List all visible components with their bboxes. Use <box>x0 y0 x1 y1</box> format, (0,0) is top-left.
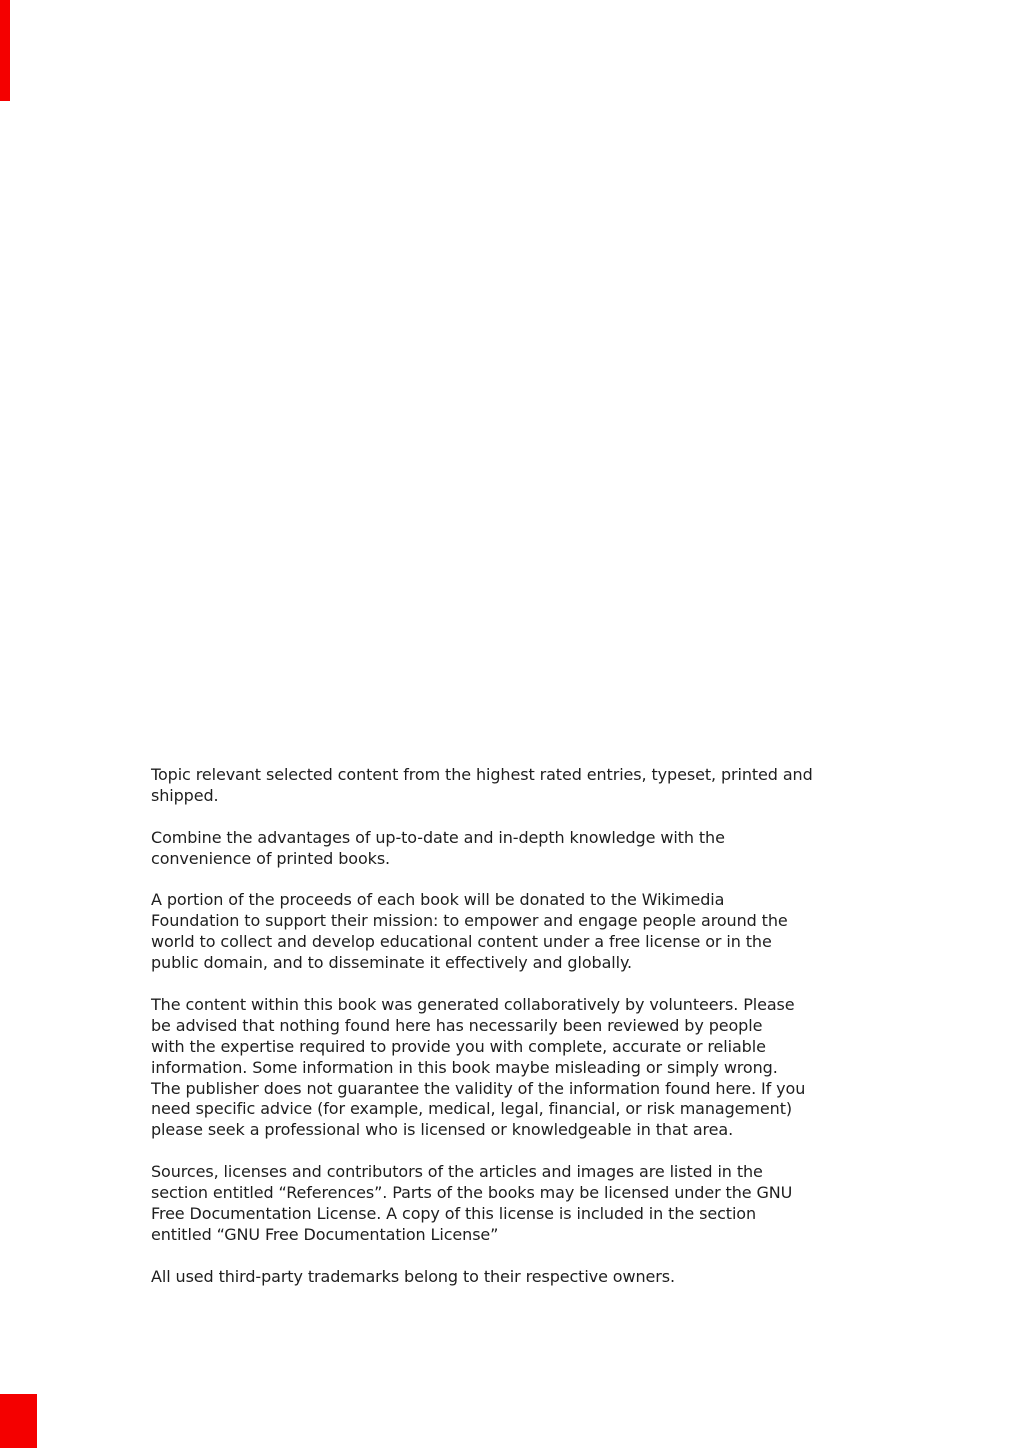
text-line: The content within this book was generated collaboratively by volunteers. Please <box>151 994 795 1014</box>
text-line: All used third-party trademarks belong to their respective owners. <box>151 1266 675 1286</box>
text-line: section entitled “References”. Parts of the books may be licensed under the GNU <box>151 1183 793 1203</box>
colophon-text-block <box>151 765 896 1288</box>
paragraph <box>151 995 896 1141</box>
text-line: entitled “GNU Free Documentation License” <box>151 1224 499 1244</box>
text-line: Topic relevant selected content from the highest rated entries, typeset, printed and <box>151 765 813 784</box>
text-line: convenience of printed books. <box>151 848 391 868</box>
paragraph <box>151 1267 896 1288</box>
paragraph <box>151 1162 896 1246</box>
text-line: with the expertise required to provide you with complete, accurate or reliable <box>151 1036 766 1056</box>
text-line: Sources, licenses and contributors of the articles and images are listed in the <box>151 1162 763 1182</box>
text-line: shipped. <box>151 785 219 805</box>
text-line: Foundation to support their mission: to empower and engage people around the <box>151 911 788 931</box>
text-line: The publisher does not guarantee the validity of the information found here. If you <box>151 1078 806 1098</box>
text-line: be advised that nothing found here has necessarily been reviewed by people <box>151 1015 763 1035</box>
paragraph <box>151 828 896 870</box>
text-line: need specific advice (for example, medical, legal, financial, or risk management) <box>151 1099 793 1119</box>
text-line: public domain, and to disseminate it effectively and globally. <box>151 953 633 973</box>
paragraph <box>151 890 896 974</box>
text-line: Combine the advantages of up-to-date and in-depth knowledge with the <box>151 827 725 847</box>
text-line: information. Some information in this book maybe misleading or simply wrong. <box>151 1057 778 1077</box>
text-line: world to collect and develop educational content under a free license or in the <box>151 932 772 952</box>
paragraph <box>151 765 896 807</box>
text-line: please seek a professional who is licensed or knowledgeable in that area. <box>151 1120 734 1140</box>
red-edge-mark-top <box>0 0 10 101</box>
text-line: A portion of the proceeds of each book will be donated to the Wikimedia <box>151 890 725 910</box>
text-line: Free Documentation License. A copy of this license is included in the section <box>151 1203 757 1223</box>
red-edge-mark-bottom <box>0 1394 37 1448</box>
